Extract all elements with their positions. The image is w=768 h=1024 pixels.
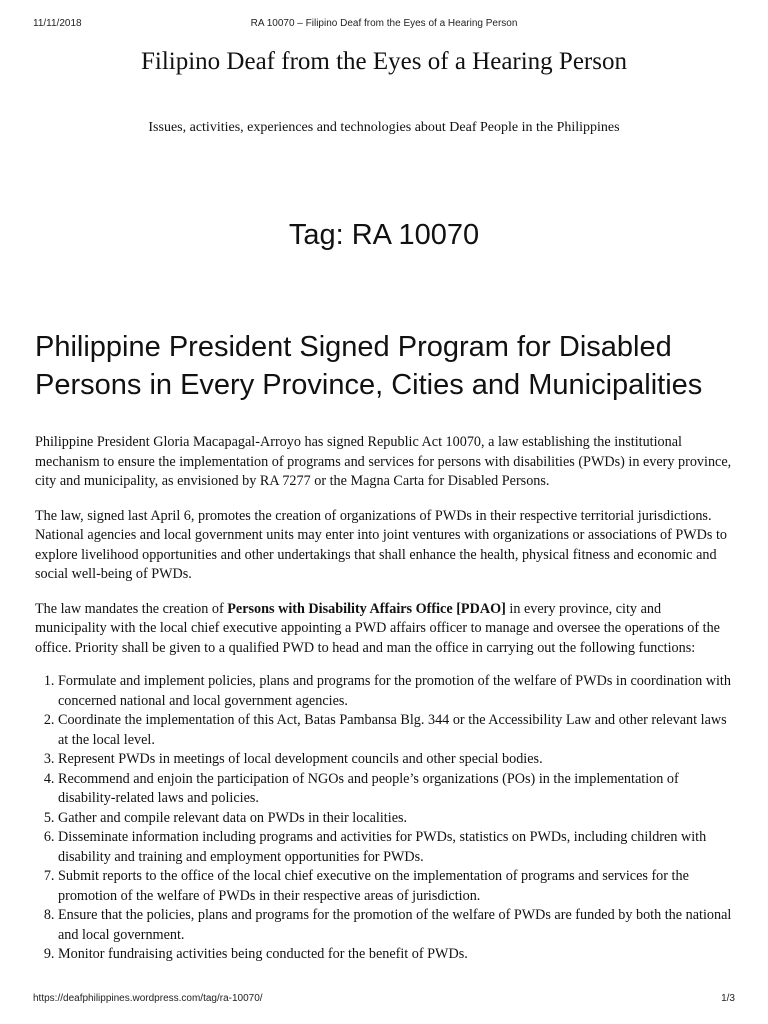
post-paragraph-1: Philippine President Gloria Macapagal-Arroyo has signed Republic Act 10070, a law establishing the institutional mechanism to ensure the implementation of programs and services for persons with disabilities (PWDs) in every province, city and municipality, as envisioned by RA 7277 or the Magna Carta for Disabled Persons.	[35, 434, 732, 489]
print-header	[0, 0, 768, 34]
archive-tag-title: Tag: RA 10070	[288, 219, 480, 251]
paragraph-3-text-after: in every province, city and municipality with the local chief executive appointing a PWD affairs officer to manage and oversee the operations of the office. Priority shall be given to a qualified PWD to head and man the office in carrying out the following functions:	[35, 600, 720, 656]
print-footer	[0, 993, 768, 1013]
function-item: 9. Monitor fundraising activities being conducted for the benefit of PWDs.	[58, 945, 735, 965]
function-item: 6. Disseminate information including programs and activities for PWDs, statistics on PWDs, including children with disability and training and employment opportunities for PWDs.	[58, 828, 735, 867]
functions-list	[35, 672, 735, 965]
function-item: 5. Gather and compile relevant data on PWDs in their localities.	[58, 809, 735, 829]
function-item: 4. Recommend and enjoin the participation of NGOs and people’s organizations (POs) in the implementation of disability-related laws and policies.	[58, 770, 735, 809]
paragraph-3-text-before: The law mandates the creation of	[35, 600, 228, 617]
print-url: https://deafphilippines.wordpress.com/tag/ra-10070/	[33, 993, 263, 1004]
print-doc-title: RA 10070 – Filipino Deaf from the Eyes of a Hearing Person	[250, 18, 518, 29]
site-description: Issues, activities, experiences and technologies about Deaf People in the Philippines	[148, 120, 620, 135]
post-paragraph-2: The law, signed last April 6, promotes the creation of organizations of PWDs in their respective territorial jurisdictions. National agencies and local government units may enter into joint ventures with organizations or associations of PWDs to explore livelihood opportunities and other undertakings that shall enhance the health, physical fitness and economic and social well-being of PWDs.	[35, 507, 728, 582]
function-item: 8. Ensure that the policies, plans and programs for the promotion of the welfare of PWDs are funded by both the national and local government.	[58, 906, 735, 945]
function-item: 7. Submit reports to the office of the local chief executive on the implementation of programs and services for the promotion of the welfare of PWDs in their respective areas of jurisdiction.	[58, 867, 735, 906]
site-title-link[interactable]: Filipino Deaf from the Eyes of a Hearing Person	[141, 48, 627, 75]
print-date: 11/11/2018	[33, 18, 82, 29]
pdao-bold-term: Persons with Disability Affairs Office [PDAO]	[227, 600, 506, 617]
print-page-number: 1/3	[721, 993, 735, 1004]
post-title-link[interactable]: Philippine President Signed Program for Disabled Persons in Every Province, Cities and Municipalities	[35, 331, 703, 401]
function-item: 1. Formulate and implement policies, plans and programs for the promotion of the welfare of PWDs in coordination with concerned national and local government agencies.	[58, 672, 735, 711]
post-paragraph-3	[35, 600, 735, 659]
post-content	[35, 433, 735, 965]
function-item: 2. Coordinate the implementation of this Act, Batas Pambansa Blg. 344 or the Accessibility Law and other relevant laws at the local level.	[58, 711, 735, 750]
function-item: 3. Represent PWDs in meetings of local development councils and other special bodies.	[58, 750, 735, 770]
